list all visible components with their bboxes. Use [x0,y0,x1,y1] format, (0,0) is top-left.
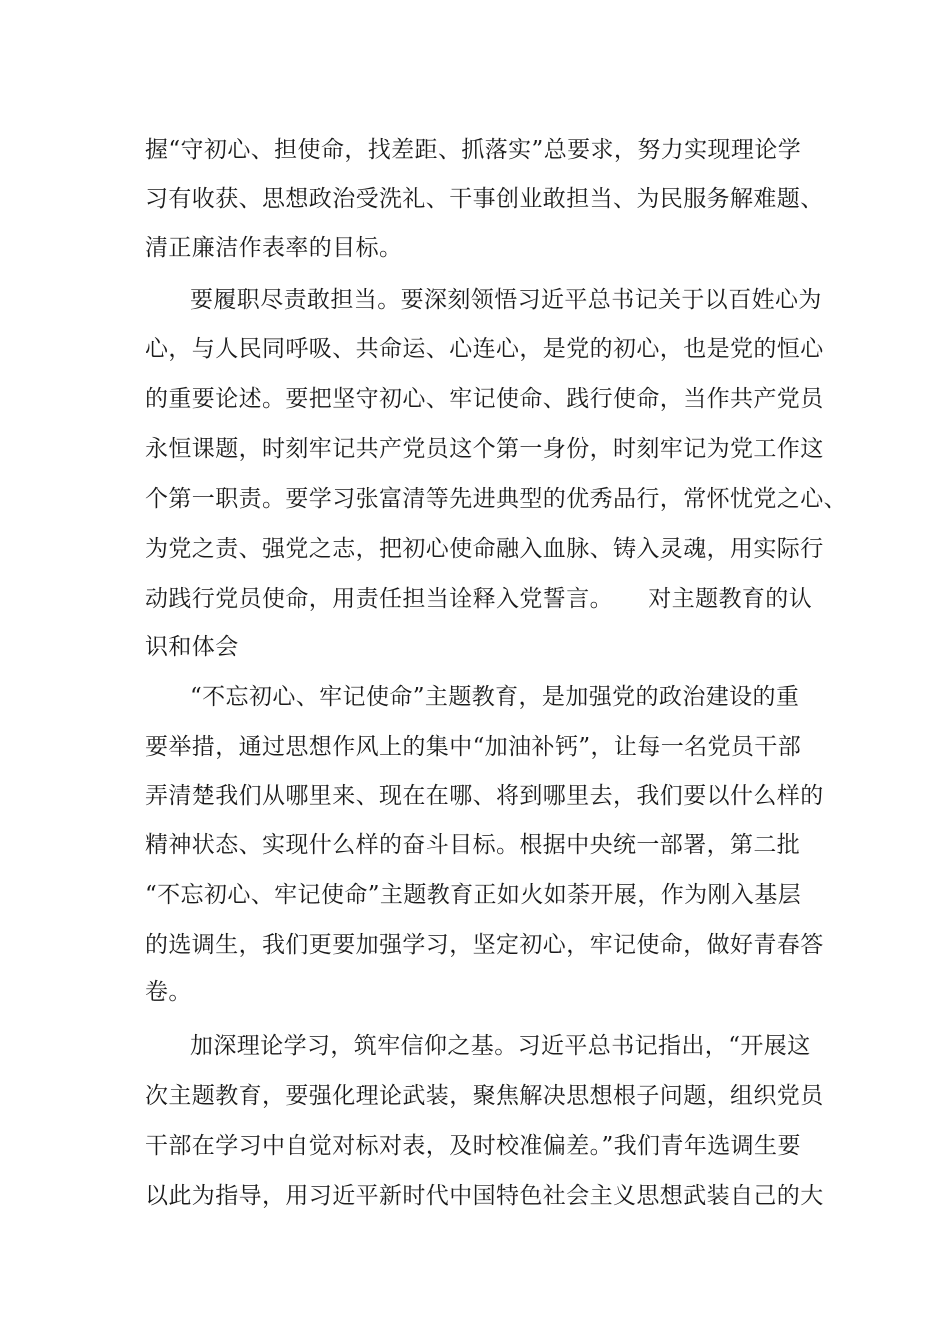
text-line: 卷。 [145,979,192,1005]
text-line: “不忘初心、牢记使命”主题教育正如火如荼开展，作为刚入基层 [145,882,802,908]
text-line: 以此为指导，用习近平新时代中国特色社会主义思想武装自己的大 [145,1183,824,1209]
text-line: 识和体会 [145,634,239,660]
paragraph-start-line: “不忘初心、牢记使命”主题教育，是加强党的政治建设的重 [190,684,800,710]
paragraph-start-line: 要履职尽责敢担当。要深刻领悟习近平总书记关于以百姓心为 [190,287,822,313]
text-line: 干部在学习中自觉对标对表，及时校准偏差。”我们青年选调生要 [145,1133,801,1159]
text-line: 次主题教育，要强化理论武装，聚焦解决思想根子问题，组织党员 [145,1083,824,1109]
paragraph-start-line: 加深理论学习，筑牢信仰之基。习近平总书记指出，“开展这 [190,1033,811,1059]
text-line: 动践行党员使命，用责任担当诠释入党誓言。 对主题教育的认 [145,586,813,612]
text-line: 的重要论述。要把坚守初心、牢记使命、践行使命，当作共产党员 [145,386,824,412]
text-line: 个第一职责。要学习张富清等先进典型的优秀品行，常怀忧党之心、 [145,486,847,512]
text-line: 握“守初心、担使命，找差距、抓落实”总要求，努力实现理论学 [145,137,802,163]
text-line: 为党之责、强党之志，把初心使命融入血脉、铸入灵魂，用实际行 [145,536,824,562]
text-line: 要举措，通过思想作风上的集中“加油补钙”，让每一名党员干部 [145,734,802,760]
text-line: 弄清楚我们从哪里来、现在在哪、将到哪里去，我们要以什么样的 [145,783,824,809]
text-line: 永恒课题，时刻牢记共产党员这个第一身份，时刻牢记为党工作这 [145,436,824,462]
text-line: 精神状态、实现什么样的奋斗目标。根据中央统一部署，第二批 [145,832,801,858]
text-line: 习有收获、思想政治受洗礼、干事创业敢担当、为民服务解难题、 [145,186,824,212]
text-line: 心，与人民同呼吸、共命运、心连心，是党的初心，也是党的恒心 [145,336,824,362]
text-line: 清正廉洁作表率的目标。 [145,235,403,261]
text-line: 的选调生，我们更要加强学习，坚定初心，牢记使命，做好青春答 [145,932,824,958]
